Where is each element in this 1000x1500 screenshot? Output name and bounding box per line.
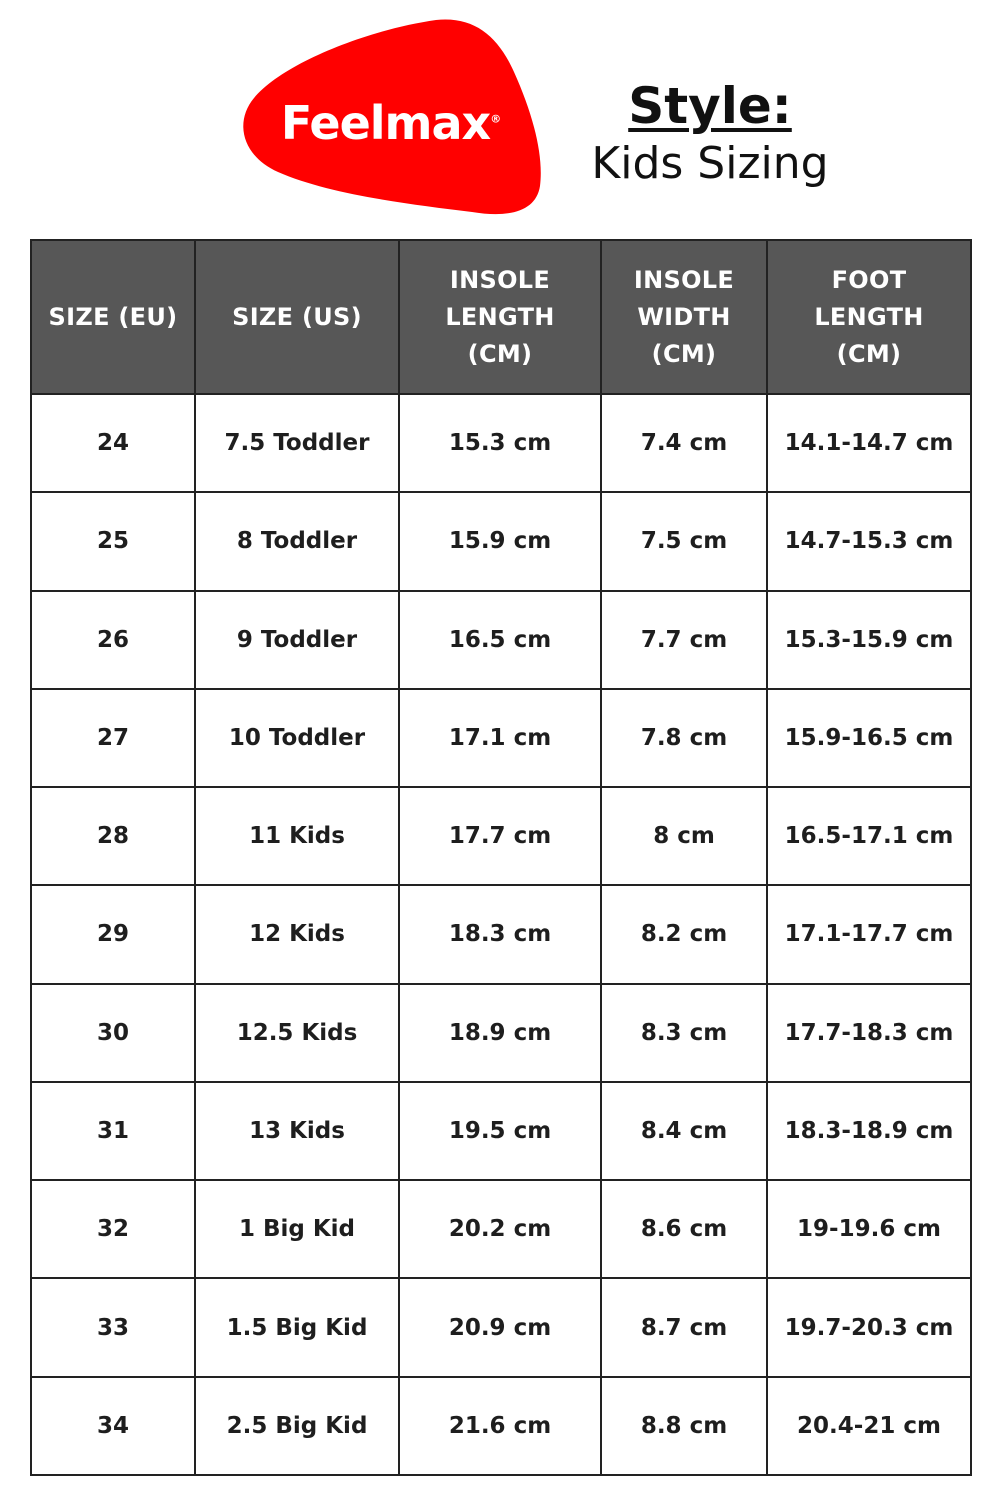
table-cell: 15.9 cm: [399, 492, 601, 590]
column-header-line: (CM): [836, 339, 902, 368]
table-cell: 12.5 Kids: [195, 984, 399, 1082]
table-cell: 19.5 cm: [399, 1082, 601, 1180]
table-cell: 1 Big Kid: [195, 1180, 399, 1278]
table-cell: 18.9 cm: [399, 984, 601, 1082]
table-header-row: [31, 240, 971, 394]
column-header: [399, 240, 601, 394]
title-block: [560, 76, 860, 192]
table-cell: 7.5 cm: [601, 492, 767, 590]
column-header-line: (CM): [651, 339, 717, 368]
table-cell: 15.9-16.5 cm: [767, 689, 971, 787]
table-cell: 15.3 cm: [399, 394, 601, 492]
column-header-line: LENGTH: [814, 302, 924, 331]
table-row: [31, 1278, 971, 1376]
table-cell: 18.3 cm: [399, 885, 601, 983]
table-cell: 17.1 cm: [399, 689, 601, 787]
column-header-line: SIZE (US): [232, 302, 362, 331]
table-cell: 16.5 cm: [399, 591, 601, 689]
table-cell: 16.5-17.1 cm: [767, 787, 971, 885]
table-cell: 19.7-20.3 cm: [767, 1278, 971, 1376]
table-row: [31, 689, 971, 787]
table-cell: 21.6 cm: [399, 1377, 601, 1475]
page-subtitle: Kids Sizing: [591, 138, 829, 189]
table-cell: 17.7 cm: [399, 787, 601, 885]
table-cell: 14.1-14.7 cm: [767, 394, 971, 492]
table-cell: 18.3-18.9 cm: [767, 1082, 971, 1180]
table-cell: 20.2 cm: [399, 1180, 601, 1278]
table-cell: 28: [31, 787, 195, 885]
table-cell: 12 Kids: [195, 885, 399, 983]
table-cell: 8.4 cm: [601, 1082, 767, 1180]
table-cell: 29: [31, 885, 195, 983]
table-row: [31, 787, 971, 885]
table-cell: 34: [31, 1377, 195, 1475]
table-cell: 31: [31, 1082, 195, 1180]
table-cell: 17.1-17.7 cm: [767, 885, 971, 983]
table-cell: 19-19.6 cm: [767, 1180, 971, 1278]
table-cell: 8.7 cm: [601, 1278, 767, 1376]
table-cell: 7.8 cm: [601, 689, 767, 787]
table-cell: 14.7-15.3 cm: [767, 492, 971, 590]
table-cell: 32: [31, 1180, 195, 1278]
registered-mark: ®: [490, 112, 502, 126]
column-header-line: INSOLE: [633, 265, 735, 294]
table-cell: 10 Toddler: [195, 689, 399, 787]
feelmax-logo: [236, 14, 546, 220]
column-header-line: INSOLE: [449, 265, 551, 294]
column-header-line: LENGTH: [445, 302, 555, 331]
table-cell: 8.2 cm: [601, 885, 767, 983]
logo-wordmark: [276, 96, 506, 150]
table-cell: 9 Toddler: [195, 591, 399, 689]
table-cell: 25: [31, 492, 195, 590]
table-row: [31, 984, 971, 1082]
table-cell: 7.5 Toddler: [195, 394, 399, 492]
column-header: [195, 240, 399, 394]
table-cell: 17.7-18.3 cm: [767, 984, 971, 1082]
table-cell: 8.6 cm: [601, 1180, 767, 1278]
table-cell: 2.5 Big Kid: [195, 1377, 399, 1475]
column-header: [601, 240, 767, 394]
table-cell: 24: [31, 394, 195, 492]
logo-wordmark-text: Feelmax: [280, 96, 491, 150]
table-cell: 8.8 cm: [601, 1377, 767, 1475]
column-header-line: SIZE (EU): [48, 302, 178, 331]
table-cell: 11 Kids: [195, 787, 399, 885]
table-cell: 8.3 cm: [601, 984, 767, 1082]
column-header: [31, 240, 195, 394]
table-cell: 27: [31, 689, 195, 787]
table-cell: 8 cm: [601, 787, 767, 885]
table-cell: 33: [31, 1278, 195, 1376]
table-row: [31, 885, 971, 983]
column-header-line: (CM): [467, 339, 533, 368]
table-row: [31, 394, 971, 492]
table-cell: 1.5 Big Kid: [195, 1278, 399, 1376]
table-cell: 26: [31, 591, 195, 689]
table-cell: 13 Kids: [195, 1082, 399, 1180]
table-row: [31, 1082, 971, 1180]
size-chart-table: [30, 239, 972, 1476]
table-row: [31, 591, 971, 689]
table-row: [31, 492, 971, 590]
table-cell: 30: [31, 984, 195, 1082]
style-label: Style:: [628, 77, 792, 135]
table-body: [31, 394, 971, 1475]
table-cell: 7.7 cm: [601, 591, 767, 689]
table-cell: 20.9 cm: [399, 1278, 601, 1376]
table-cell: 15.3-15.9 cm: [767, 591, 971, 689]
table-cell: 8 Toddler: [195, 492, 399, 590]
table-row: [31, 1377, 971, 1475]
table-cell: 7.4 cm: [601, 394, 767, 492]
column-header-line: WIDTH: [637, 302, 731, 331]
column-header: [767, 240, 971, 394]
column-header-line: FOOT: [831, 265, 907, 294]
table-row: [31, 1180, 971, 1278]
table-cell: 20.4-21 cm: [767, 1377, 971, 1475]
